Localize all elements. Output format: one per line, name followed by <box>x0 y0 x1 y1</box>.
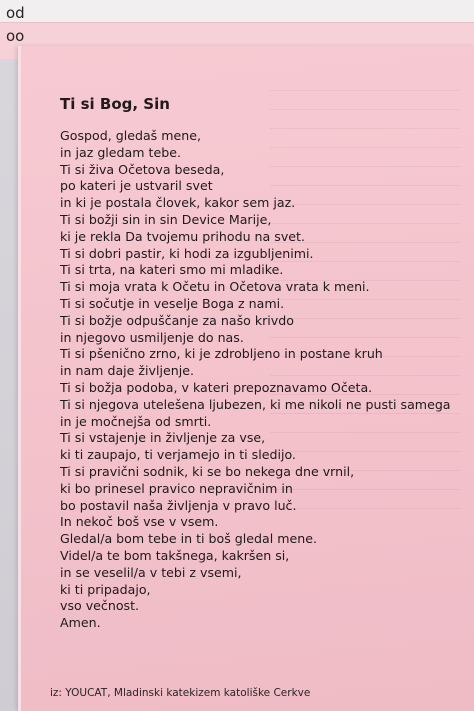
poem-line: Ti si trta, na kateri smo mi mladike. <box>60 262 284 278</box>
poem-line: Ti si dobri pastir, ki hodi za izgubljenimi. <box>60 245 314 261</box>
poem-line: Ti si božja podoba, v kateri prepoznavamo Očeta. <box>60 379 373 395</box>
poem-line: ki ti pripadajo, <box>60 581 151 597</box>
poem-line: Ti si božje odpuščanje za našo krivdo <box>60 312 294 328</box>
background-word-second: oo <box>6 27 25 45</box>
poem-line: in nam daje življenje. <box>60 363 194 379</box>
poem-line: Gledal/a bom tebe in ti boš gledal mene. <box>60 531 317 547</box>
poem-title: Ti si Bog, Sin <box>60 95 170 113</box>
poem-line: in je močnejša od smrti. <box>60 413 212 429</box>
poem-line: Ti si živa Očetova beseda, <box>60 161 225 177</box>
poem-line: Ti si moja vrata k Očetu in Očetova vrata k meni. <box>60 279 370 295</box>
poem-line: Ti si pšenično zrno, ki je zdrobljeno in postane kruh <box>60 346 383 362</box>
poem-line: in ki je postala človek, kakor sem jaz. <box>60 195 296 211</box>
poem-line: Ti si pravični sodnik, ki se bo nekega dne vrnil, <box>60 463 355 479</box>
background-word-top: od <box>6 4 25 22</box>
poem-line: Ti si njegova utelešena ljubezen, ki me nikoli ne pusti samega <box>60 396 451 412</box>
poem-line: In nekoč boš vse v vsem. <box>60 514 219 530</box>
poem-line: Gospod, gledaš mene, <box>60 128 201 143</box>
poem-line: Ti si sočutje in veselje Boga z nami. <box>60 295 285 311</box>
poem-line: ki bo prinesel pravico nepravičnim in <box>60 480 293 496</box>
poem-line: Ti si vstajenje in življenje za vse, <box>60 430 266 446</box>
poem-line: in njegovo usmiljenje do nas. <box>60 329 244 345</box>
poem-line: bo postavil naša življenja v pravo luč. <box>60 497 297 513</box>
poem-line: Amen. <box>60 615 101 631</box>
poem-line: ki ti zaupajo, ti verjamejo in ti sledijo. <box>60 447 296 463</box>
poem-line: ki je rekla Da tvojemu prihodu na svet. <box>60 228 305 244</box>
poem-line: Videl/a te bom takšnega, kakršen si, <box>60 547 290 563</box>
poem-line: in se veselil/a v tebi z vsemi, <box>60 564 242 580</box>
poem-line: po kateri je ustvaril svet <box>60 178 213 194</box>
poem-line: in jaz gledam tebe. <box>60 144 181 160</box>
poem-body <box>60 128 451 632</box>
poem-line: Ti si božji sin in sin Device Marije, <box>60 211 272 227</box>
source-citation: iz: YOUCAT, Mladinski katekizem katoliške Cerkve <box>50 687 311 699</box>
paper-edge <box>18 46 21 711</box>
poem-line: vso večnost. <box>60 598 140 614</box>
